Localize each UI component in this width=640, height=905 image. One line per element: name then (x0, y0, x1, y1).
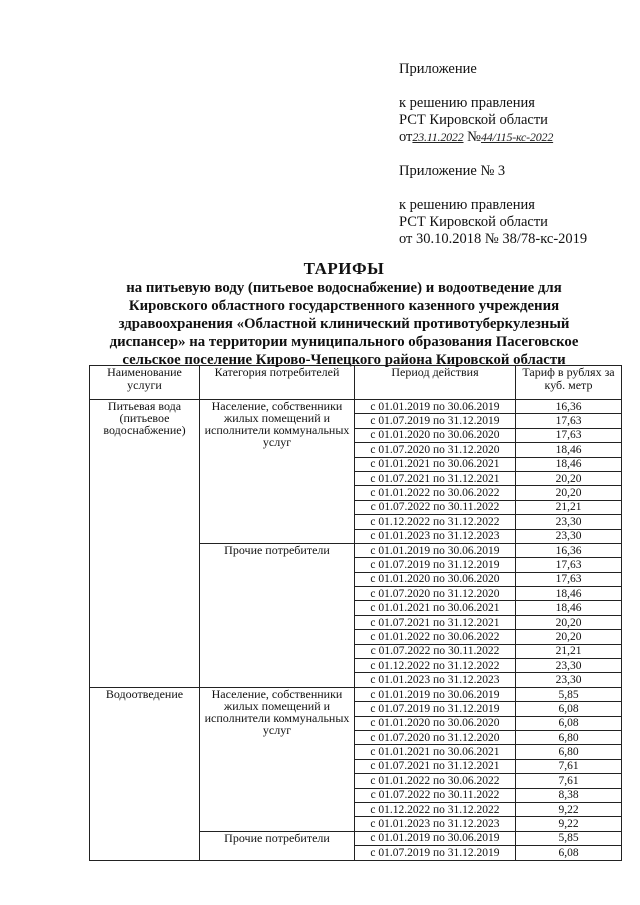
decision-from-label: от (399, 129, 413, 145)
period-cell: с 01.01.2023 по 31.12.2023 (355, 673, 516, 687)
tariff-cell: 9,22 (516, 802, 622, 816)
title-line: Кировского областного государственного казенного учреждения (128, 298, 560, 314)
tariff-cell: 23,30 (516, 659, 622, 673)
tariff-cell: 20,20 (516, 615, 622, 629)
period-cell: с 01.07.2020 по 31.12.2020 (355, 443, 516, 457)
period-cell: с 01.01.2019 по 30.06.2019 (355, 400, 516, 414)
period-cell: с 01.01.2023 по 31.12.2023 (355, 529, 516, 543)
table-header-row (90, 366, 622, 400)
period-cell: с 01.01.2020 по 30.06.2020 (355, 716, 516, 730)
period-cell: с 01.07.2020 по 31.12.2020 (355, 587, 516, 601)
tariff-cell: 21,21 (516, 644, 622, 658)
service-name: Питьевая вода (питьевое водоснабжение) (90, 400, 200, 688)
table-row (90, 400, 622, 414)
original-decision-line-2: РСТ Кировской области (399, 214, 548, 230)
header-tariff: Тариф в рублях за куб. метр (516, 366, 622, 400)
tariff-cell: 17,63 (516, 572, 622, 586)
tariff-cell: 20,20 (516, 486, 622, 500)
period-cell: с 01.07.2021 по 31.12.2021 (355, 471, 516, 485)
tariff-cell: 16,36 (516, 543, 622, 557)
tariff-cell: 9,22 (516, 817, 622, 831)
consumer-category: Население, собственники жилых помещений и исполнители коммунальных услуг (200, 400, 355, 544)
period-cell: с 01.07.2021 по 31.12.2021 (355, 759, 516, 773)
tariff-cell: 6,08 (516, 846, 622, 860)
decision-date-handwritten: 23.11.2022 (412, 130, 464, 144)
period-cell: с 01.01.2021 по 30.06.2021 (355, 457, 516, 471)
title-line: диспансер» на территории муниципального образования Пасеговское (109, 334, 579, 350)
appendix-3-label: Приложение № 3 (399, 163, 506, 179)
period-cell: с 01.01.2021 по 30.06.2021 (355, 601, 516, 615)
decision-date-line (399, 129, 553, 146)
period-cell: с 01.01.2022 по 30.06.2022 (355, 630, 516, 644)
tariff-cell: 23,30 (516, 515, 622, 529)
title-heading: ТАРИФЫ (303, 259, 385, 278)
period-cell: с 01.07.2020 по 31.12.2020 (355, 730, 516, 744)
original-decision-line-3: от 30.10.2018 № 38/78-кс-2019 (399, 231, 588, 247)
tariff-cell: 5,85 (516, 831, 622, 845)
tariff-cell: 16,36 (516, 400, 622, 414)
consumer-category: Прочие потребители (200, 831, 355, 860)
tariff-cell: 6,08 (516, 702, 622, 716)
period-cell: с 01.07.2019 по 31.12.2019 (355, 558, 516, 572)
tariff-cell: 18,46 (516, 587, 622, 601)
tariff-cell: 6,08 (516, 716, 622, 730)
tariff-cell: 21,21 (516, 500, 622, 514)
tariff-cell: 18,46 (516, 601, 622, 615)
period-cell: с 01.01.2019 по 30.06.2019 (355, 687, 516, 701)
tariff-cell: 23,30 (516, 673, 622, 687)
original-decision-line-1: к решению правления (399, 197, 535, 213)
consumer-category: Население, собственники жилых помещений и исполнители коммунальных услуг (200, 687, 355, 831)
service-name: Водоотведение (90, 687, 200, 860)
decision-line-1: к решению правления (399, 95, 535, 111)
tariff-cell: 18,46 (516, 443, 622, 457)
tariff-cell: 6,80 (516, 730, 622, 744)
table-body (90, 400, 622, 861)
decision-number-handwritten: 44/115-кс-2022 (481, 130, 554, 144)
header-category: Категория потребителей (200, 366, 355, 400)
table-row (90, 687, 622, 701)
tariff-cell: 18,46 (516, 457, 622, 471)
period-cell: с 01.01.2019 по 30.06.2019 (355, 543, 516, 557)
period-cell: с 01.07.2022 по 30.11.2022 (355, 500, 516, 514)
tariff-cell: 8,38 (516, 788, 622, 802)
tariff-cell: 5,85 (516, 687, 622, 701)
period-cell: с 01.01.2022 по 30.06.2022 (355, 486, 516, 500)
tariff-cell: 6,80 (516, 745, 622, 759)
tariff-cell: 7,61 (516, 759, 622, 773)
decision-line-2: РСТ Кировской области (399, 112, 548, 128)
tariff-cell: 20,20 (516, 471, 622, 485)
tariff-cell: 17,63 (516, 428, 622, 442)
tariff-table (89, 365, 622, 861)
period-cell: с 01.01.2020 по 30.06.2020 (355, 428, 516, 442)
period-cell: с 01.01.2020 по 30.06.2020 (355, 572, 516, 586)
decision-number-label: № (467, 129, 481, 145)
tariff-cell: 7,61 (516, 774, 622, 788)
period-cell: с 01.07.2019 по 31.12.2019 (355, 702, 516, 716)
period-cell: с 01.01.2023 по 31.12.2023 (355, 817, 516, 831)
tariff-cell: 20,20 (516, 630, 622, 644)
header-period: Период действия (355, 366, 516, 400)
period-cell: с 01.12.2022 по 31.12.2022 (355, 802, 516, 816)
period-cell: с 01.01.2019 по 30.06.2019 (355, 831, 516, 845)
tariff-cell: 23,30 (516, 529, 622, 543)
tariff-cell: 17,63 (516, 414, 622, 428)
consumer-category: Прочие потребители (200, 543, 355, 687)
period-cell: с 01.01.2021 по 30.06.2021 (355, 745, 516, 759)
period-cell: с 01.07.2021 по 31.12.2021 (355, 615, 516, 629)
period-cell: с 01.07.2019 по 31.12.2019 (355, 846, 516, 860)
period-cell: с 01.07.2022 по 30.11.2022 (355, 644, 516, 658)
header-service: Наименование услуги (90, 366, 200, 400)
title-line: на питьевую воду (питьевое водоснабжение) и водоотведение для (126, 280, 562, 296)
period-cell: с 01.12.2022 по 31.12.2022 (355, 515, 516, 529)
tariff-cell: 17,63 (516, 558, 622, 572)
document-title (88, 259, 600, 369)
appendix-label: Приложение (399, 61, 477, 77)
period-cell: с 01.07.2022 по 30.11.2022 (355, 788, 516, 802)
title-line: здравоохранения «Областной клинический противотуберкулезный (118, 316, 570, 332)
period-cell: с 01.07.2019 по 31.12.2019 (355, 414, 516, 428)
period-cell: с 01.12.2022 по 31.12.2022 (355, 659, 516, 673)
period-cell: с 01.01.2022 по 30.06.2022 (355, 774, 516, 788)
title-line: сельское поселение Кирово-Чепецкого района Кировской области (122, 352, 566, 368)
